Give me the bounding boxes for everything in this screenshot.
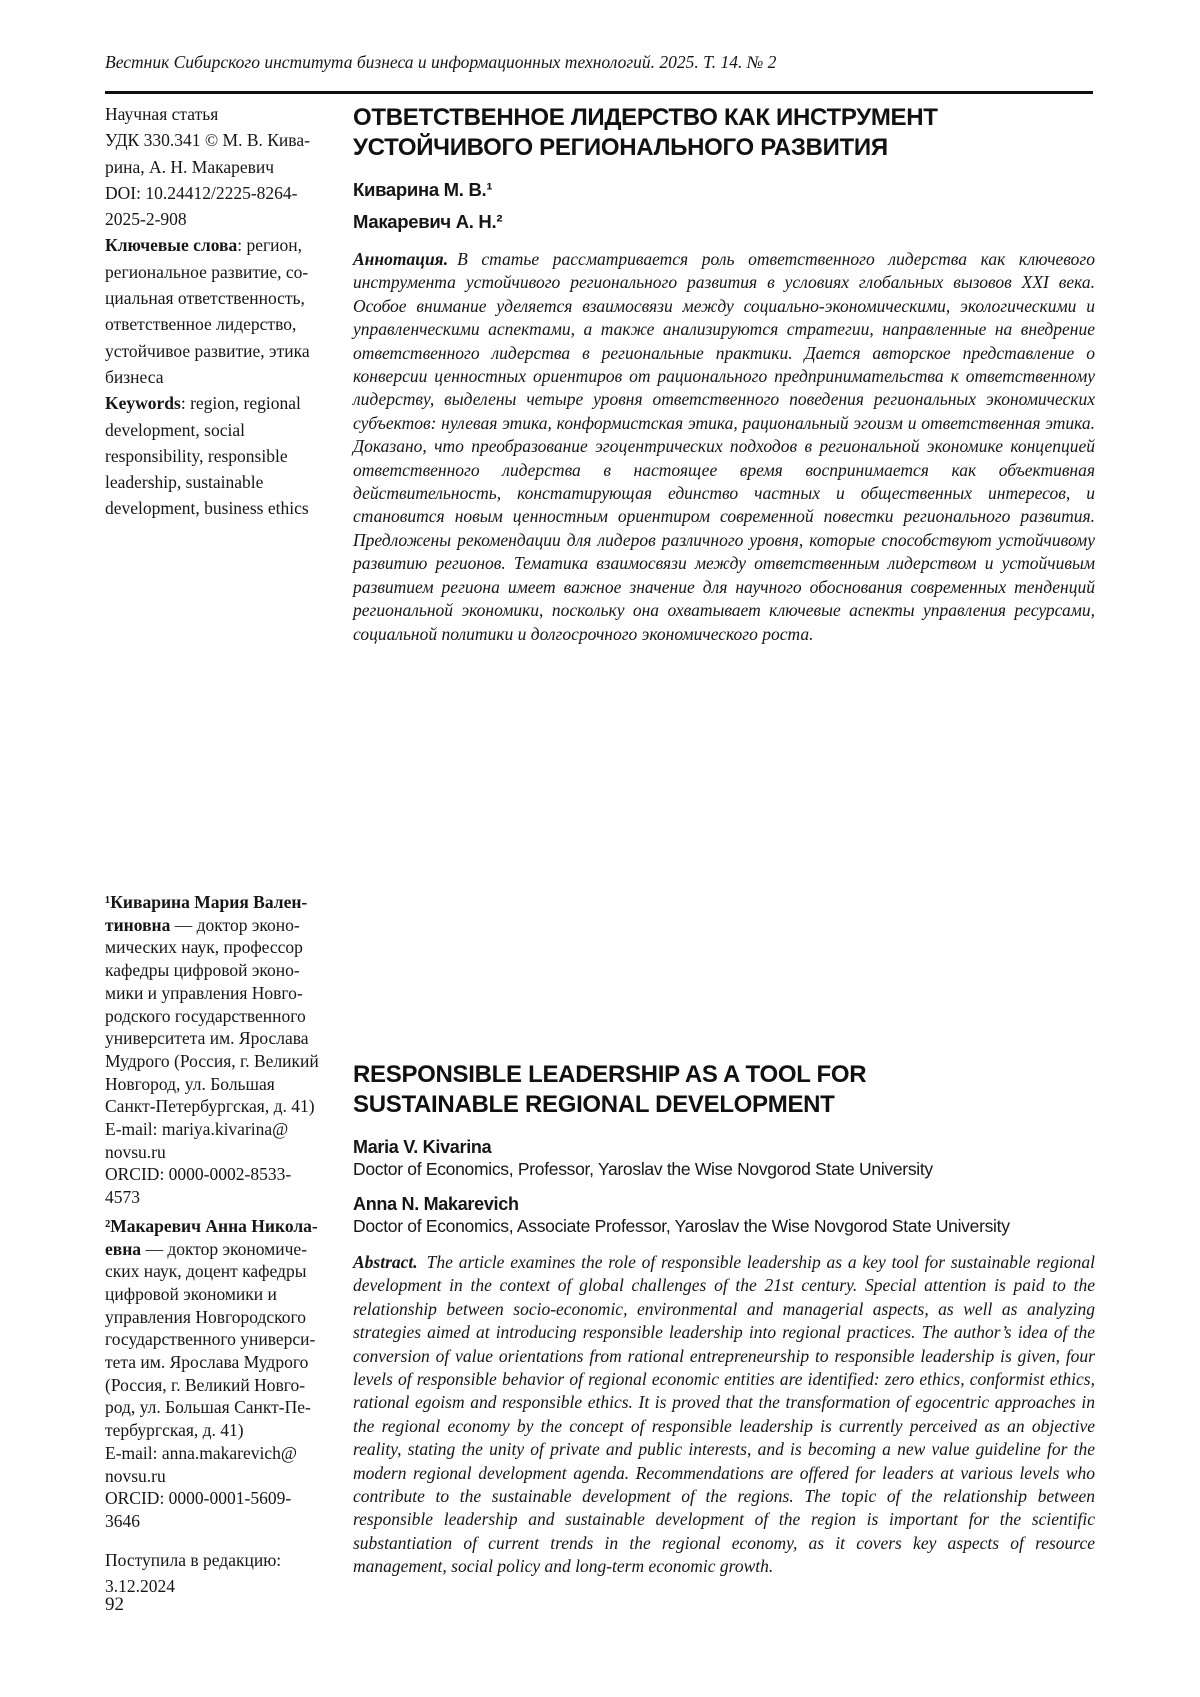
- author-en-2: [353, 1193, 1095, 1237]
- bio-2-name: ²Макаревич Анна Никола- евна: [105, 1215, 318, 1259]
- doi-line: DOI: 10.24412/2225-8264- 2025-2-908: [105, 182, 298, 230]
- keywords-ru: [105, 232, 337, 390]
- journal-header-line: Вестник Сибирского института бизнеса и информационных технологий. 2025. Т. 14. № 2: [105, 52, 777, 72]
- abstract-ru-label: Аннотация.: [353, 249, 449, 269]
- header-rule: [105, 91, 1093, 94]
- author-en-1: [353, 1136, 1095, 1180]
- received-date: Поступила в редакцию: 3.12.2024: [105, 1549, 282, 1596]
- abstract-en: [353, 1251, 1095, 1579]
- abstract-ru: [353, 248, 1095, 646]
- page-number: 92: [105, 1594, 124, 1615]
- bio-1-name: ¹Киварина Мария Вален- тиновна: [105, 892, 308, 935]
- keywords-en: [105, 390, 337, 521]
- left-column-meta: [105, 101, 337, 522]
- author-en-2-affiliation: Doctor of Economics, Associate Professor, Yaroslav the Wise Novgorod State University: [353, 1216, 1010, 1236]
- udc-line: УДК 330.341 © М. В. Кива- рина, А. Н. Макаревич: [105, 130, 310, 177]
- article-title-ru: ОТВЕТСТВЕННОЕ ЛИДЕРСТВО КАК ИНСТРУМЕНТ УСТОЙЧИВОГО РЕГИОНАЛЬНОГО РАЗВИТИЯ: [353, 104, 938, 161]
- keywords-ru-label: Ключевые слова: [105, 235, 238, 256]
- author-en-1-name: Maria V. Kivarina: [353, 1137, 492, 1157]
- author-ru-1: Киварина М. В.¹: [353, 179, 493, 200]
- author-en-1-affiliation: Doctor of Economics, Professor, Yaroslav the Wise Novgorod State University: [353, 1159, 933, 1179]
- abstract-en-label: Abstract.: [353, 1252, 418, 1272]
- author-ru-2: Макаревич А. Н.²: [353, 211, 503, 232]
- article-russian-section: [353, 103, 1095, 646]
- article-type-label: Научная статья: [105, 104, 219, 124]
- bio-2-details: — доктор экономиче- ских наук, доцент кафедры цифровой экономики и управления Новгородского государственного универси- тета им. Ярослава Мудрого (Россия, г. Великий Новго- род, ул. Большая Санкт-Пе- тербургская, д. 41) E-mail: anna.makarevich@ novsu.ru ORCID: 0000-0001-5609- 3646: [105, 1238, 316, 1531]
- author-bio-2: [105, 1215, 341, 1533]
- author-en-2-name: Anna N. Makarevich: [353, 1194, 519, 1214]
- bio-1-details: — доктор эконо- мических наук, профессор кафедры цифровой эконо- мики и управления Новго- родского государственного университета им. Ярослава Мудрого (Россия, г. Великий Новгород, ул. Большая Санкт-Петербургская, д. 41) E-mail: mariya.kivarina@ novsu.ru ORCID: 0000-0002-8533- 4573: [105, 914, 319, 1208]
- abstract-en-text: The article examines the role of responsible leadership as a key tool for sustainable regional development in the context of global challenges of the 21st century. Special attention is paid to the relationship between socio-economic, environmental and managerial aspects, as well as analyzing strategies aimed at introducing responsible leadership into regional practices. The author’s idea of the conversion of value orientations from rational entrepreneurship to responsible leadership is given, four levels of responsible behavior of regional economic entities are identified: zero ethics, conformist ethics, rational egoism and responsible ethics. It is proved that the transformation of egocentric approaches in the regional economy by the concept of responsible leadership is currently perceived as an objective reality, stating the unity of private and public interests, and is becoming a new value guideline for the modern regional development agenda. Recommendations are offered for leaders at various levels who contribute to the sustainable development of the regions. The topic of the relationship between responsible leadership and sustainable development of the region is important for the scientific substantiation of current trends in the regional economy, as it covers key aspects of resource management, social policy and long-term economic growth.: [353, 1252, 1095, 1577]
- article-english-section: [353, 1060, 1095, 1579]
- keywords-ru-text: : регион, региональное развитие, со- циальная ответственность, ответственное лидерство, устойчивое развитие, этика бизнеса: [105, 235, 310, 387]
- keywords-en-label: Keywords: [105, 393, 181, 414]
- author-footnotes: [105, 891, 341, 1599]
- keywords-en-text: : region, regional development, social responsibility, responsible leadership, sustainable development, business ethics: [105, 393, 309, 519]
- article-title-en: RESPONSIBLE LEADERSHIP AS A TOOL FOR SUSTAINABLE REGIONAL DEVELOPMENT: [353, 1061, 867, 1118]
- abstract-ru-text: В статье рассматривается роль ответственного лидерства как ключевого инструмента устойчивого регионального развития в условиях глобальных вызовов XXI века. Особое внимание уделяется взаимосвязи между социально-экономическими, экологическими и управленческими аспектами, а также анализируются стратегии, направленные на внедрение ответственного лидерства в региональные практики. Дается авторское представление о конверсии ценностных ориентиров от рационального предпринимательства к ответственному лидерству, выделены четыре уровня ответственного поведения региональных экономических субъектов: нулевая этика, конформистская этика, рациональный эгоизм и ответственная этика. Доказано, что преобразование эгоцентрических подходов в региональной экономике концепцией ответственного лидерства в настоящее время воспринимается как объективная действительность, констатирующая единство частных и общественных интересов, и становится новым ценностным ориентиром современной повестки регионального развития. Предложены рекомендации для лидеров различного уровня, которые способствуют устойчивому развитию регионов. Тематика взаимосвязи между ответственным лидерством и устойчивым развитием региона имеет важное значение для научного обоснования современных тенденций региональной экономики, поскольку она охватывает ключевые аспекты управления ресурсами, социальной политики и долгосрочного экономического роста.: [353, 249, 1095, 644]
- author-bio-1: [105, 891, 341, 1209]
